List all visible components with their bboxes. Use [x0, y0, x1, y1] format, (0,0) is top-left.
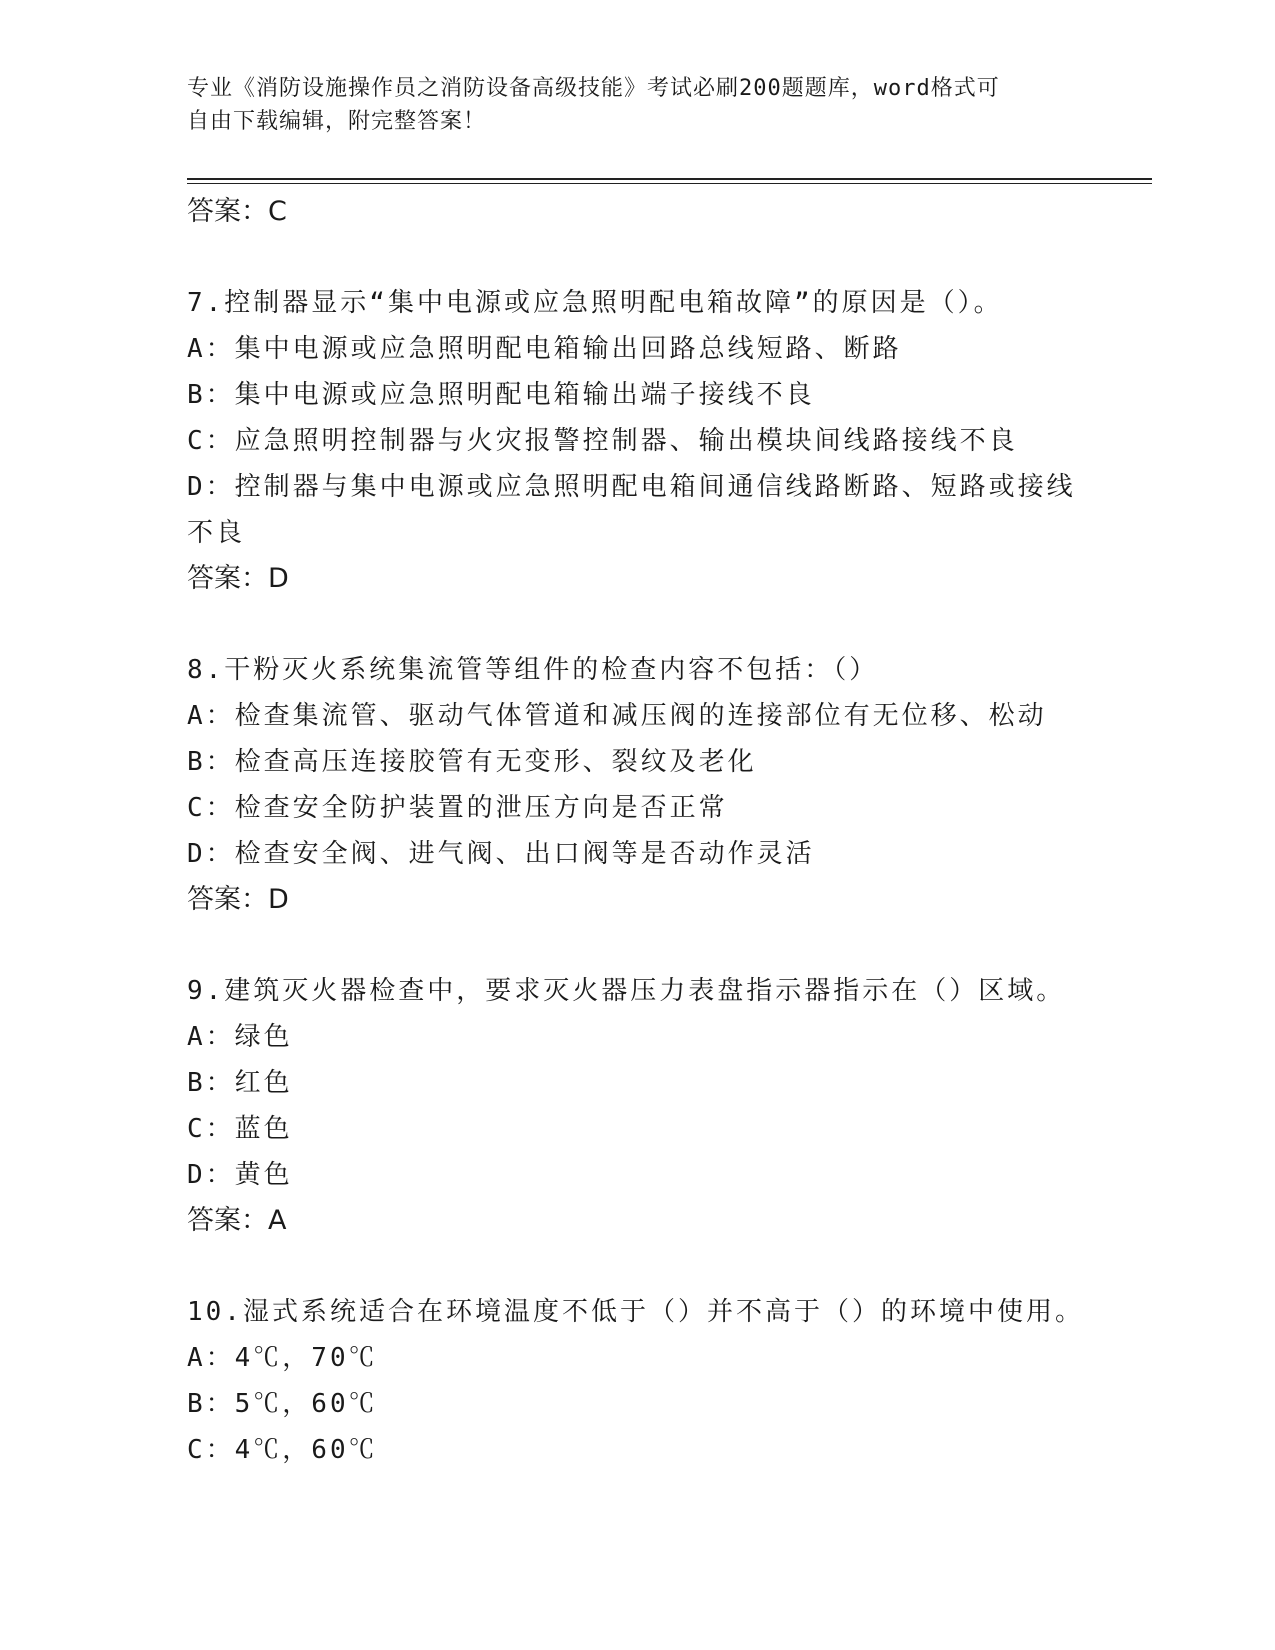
- question-block-8: [187, 647, 1077, 923]
- option-d: D：黄色: [187, 1160, 293, 1190]
- header-line-2: 自由下载编辑，附完整答案！: [187, 109, 487, 134]
- option-c: C：4℃，60℃: [187, 1435, 378, 1465]
- question-block-10: [187, 1289, 1084, 1473]
- spacer: [187, 1244, 1077, 1289]
- answer-line: 答案：C: [187, 196, 287, 227]
- option-c: C：检查安全防护装置的泄压方向是否正常: [187, 793, 728, 823]
- option-d: D：检查安全阀、进气阀、出口阀等是否动作灵活: [187, 839, 815, 869]
- option-b: B：集中电源或应急照明配电箱输出端子接线不良: [187, 380, 815, 410]
- option-c: C：蓝色: [187, 1114, 293, 1144]
- option-a: A：检查集流管、驱动气体管道和减压阀的连接部位有无位移、松动: [187, 701, 1047, 731]
- spacer: [187, 235, 1077, 280]
- spacer: [187, 602, 1077, 647]
- option-b: B：红色: [187, 1068, 293, 1098]
- header-line-1: 专业《消防设施操作员之消防设备高级技能》考试必刷200题题库，word格式可: [187, 76, 1000, 101]
- option-d-continued: 不良: [187, 518, 246, 548]
- spacer: [187, 923, 1077, 968]
- option-b: B：5℃，60℃: [187, 1389, 378, 1419]
- page-header: [187, 72, 1067, 138]
- question-text: 7.控制器显示“集中电源或应急照明配电箱故障”的原因是（）。: [187, 288, 1003, 318]
- question-list: [187, 189, 1084, 1473]
- header-divider: [187, 178, 1152, 184]
- option-a: A：集中电源或应急照明配电箱输出回路总线短路、断路: [187, 334, 902, 364]
- option-d: D：控制器与集中电源或应急照明配电箱间通信线路断路、短路或接线: [187, 472, 1076, 502]
- answer-line: 答案：D: [187, 563, 289, 594]
- question-text: 8.干粉灭火系统集流管等组件的检查内容不包括：（）: [187, 655, 879, 685]
- question-block-7: [187, 280, 1077, 602]
- answer-line: 答案：A: [187, 1205, 287, 1236]
- question-text: 10.湿式系统适合在环境温度不低于（）并不高于（）的环境中使用。: [187, 1297, 1084, 1327]
- option-c: C：应急照明控制器与火灾报警控制器、输出模块间线路接线不良: [187, 426, 1018, 456]
- answer-line: 答案：D: [187, 884, 289, 915]
- question-text: 9.建筑灭火器检查中，要求灭火器压力表盘指示器指示在（）区域。: [187, 976, 1066, 1006]
- question-block-9: [187, 968, 1077, 1244]
- option-b: B：检查高压连接胶管有无变形、裂纹及老化: [187, 747, 757, 777]
- option-a: A：4℃，70℃: [187, 1343, 378, 1373]
- option-a: A：绿色: [187, 1022, 293, 1052]
